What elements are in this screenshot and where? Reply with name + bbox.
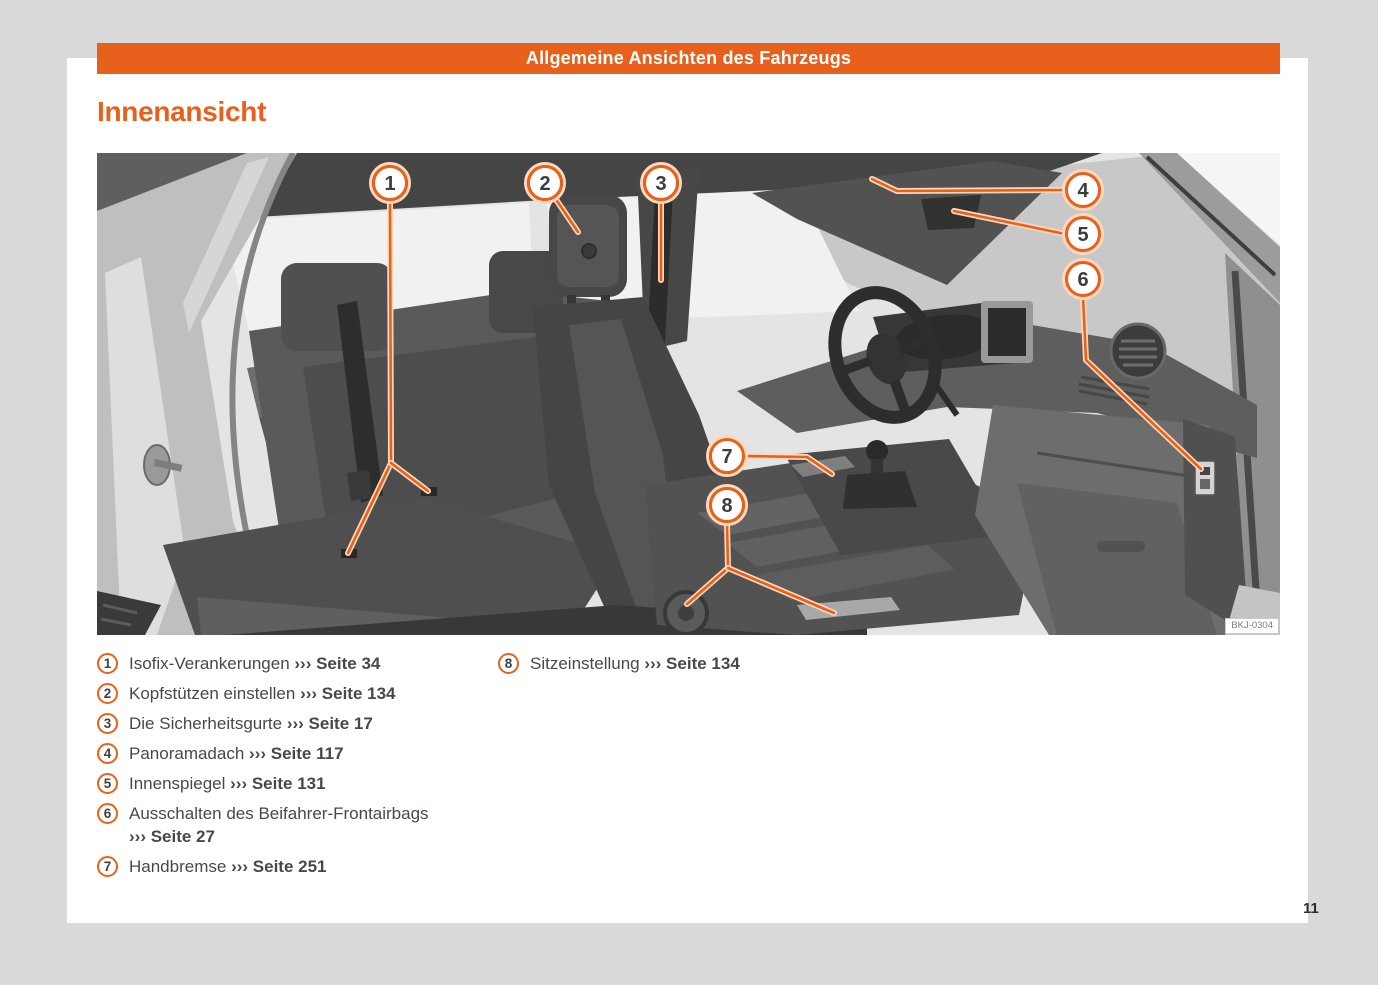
legend-column-left [97,652,469,885]
legend-item-2 [97,682,469,705]
callout-number: 7 [721,446,733,469]
legend-item-number: 7 [97,856,118,877]
callout-number: 5 [1077,224,1089,247]
legend-item-label: Innenspiegel ››› Seite 131 [129,774,326,793]
page-reference: ››› Seite 251 [231,857,327,876]
chapter-header-text: Allgemeine Ansichten des Fahrzeugs [525,48,852,68]
legend-item-4 [97,742,469,765]
callout-number: 3 [655,173,667,196]
page-reference: ››› Seite 134 [644,654,740,673]
callout-number: 4 [1077,180,1089,203]
page-number: 11 [1303,900,1319,917]
page-title: Innenansicht [97,96,267,127]
legend-item-label: Kopfstützen einstellen ››› Seite 134 [129,684,396,703]
page-reference: ››› Seite 131 [230,774,326,793]
callout-number: 1 [384,173,396,196]
callout-number: 8 [721,495,733,518]
glovebox-handle [1097,541,1145,552]
legend-item-label: Die Sicherheitsgurte ››› Seite 17 [129,714,373,733]
legend-item-number: 3 [97,713,118,734]
legend-column-right [498,652,828,682]
legend-item-5 [97,772,469,795]
legend-item-number: 4 [97,743,118,764]
car-interior-figure [97,153,1280,635]
page-reference: ››› Seite 134 [300,684,396,703]
legend-item-label: Isofix-Verankerungen ››› Seite 34 [129,654,381,673]
page-reference: ››› Seite 17 [286,714,373,733]
legend-item-1 [97,652,469,675]
callout-number: 2 [539,173,551,196]
legend-item-6 [97,802,469,848]
legend-item-number: 8 [498,653,519,674]
chapter-header-bar [97,43,1280,74]
legend-item-label: Panoramadach ››› Seite 117 [129,744,344,763]
page-reference: ››› Seite 117 [249,744,344,763]
legend-item-7 [97,855,469,878]
legend-item-3 [97,712,469,735]
legend-item-8 [498,652,828,675]
legend-item-label: Ausschalten des Beifahrer-Frontairbags ››› Seite 27 [129,804,429,846]
image-code-label: BKJ-0304 [1225,618,1279,634]
gear-shift-knob [866,440,888,462]
page-reference: ››› Seite 27 [129,827,215,846]
legend-item-number: 1 [97,653,118,674]
rear-headrest [281,263,393,351]
legend-item-label: Sitzeinstellung ››› Seite 134 [530,654,740,673]
car-interior-illustration [97,153,1280,635]
legend-item-number: 6 [97,803,118,824]
legend-item-number: 2 [97,683,118,704]
legend-item-label: Handbremse ››› Seite 251 [129,857,327,876]
legend-item-number: 5 [97,773,118,794]
callout-number: 6 [1077,269,1089,292]
page-reference: ››› Seite 34 [294,654,381,673]
